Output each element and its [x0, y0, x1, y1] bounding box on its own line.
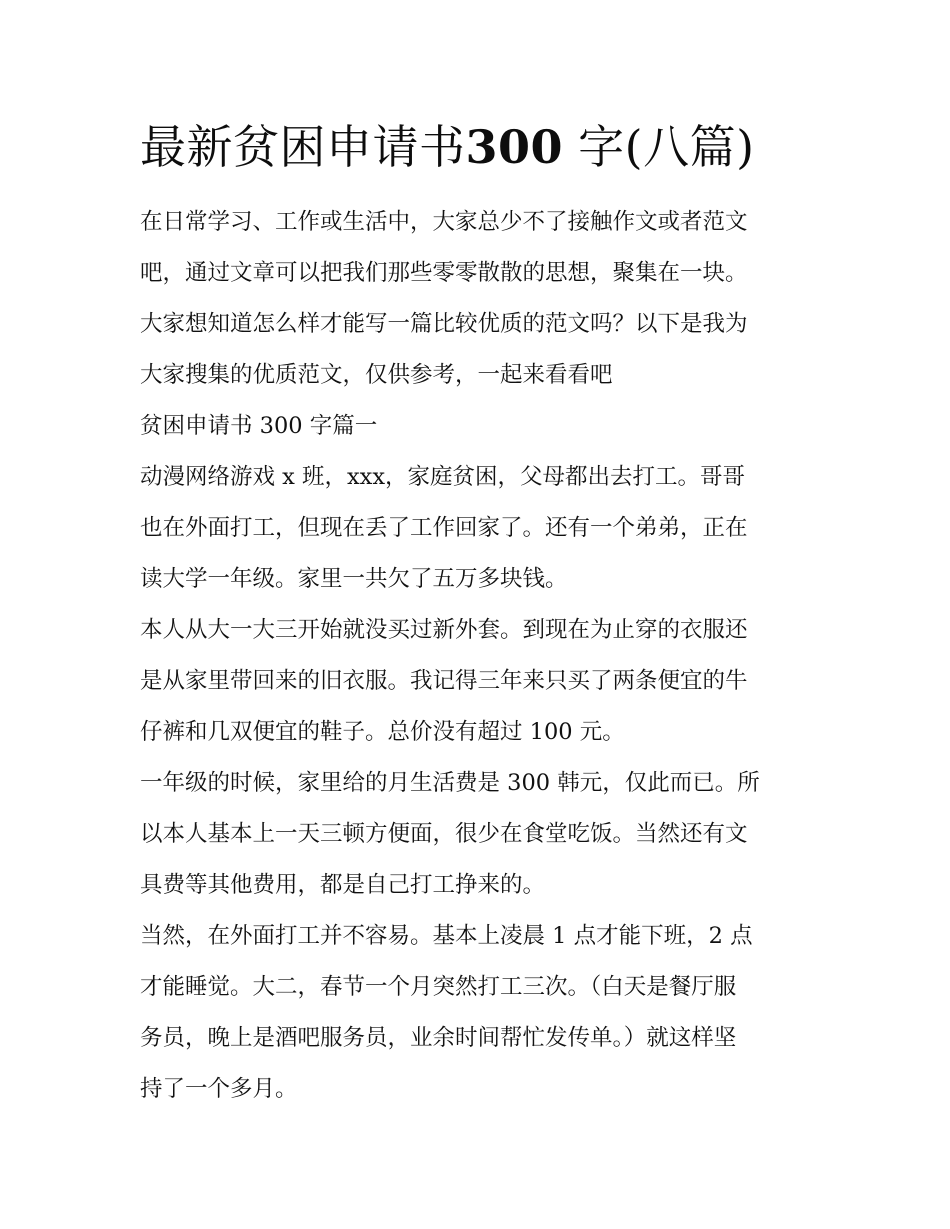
title-text-part3: 字(八篇)	[563, 120, 755, 174]
text-line-18: 持了一个多月。	[140, 1076, 298, 1102]
text-line-17: 务员，晚上是酒吧服务员，业余时间帮忙发传单。）就这样坚	[140, 1025, 737, 1051]
document-body	[140, 197, 820, 1115]
text-line-4: 大家搜集的优质范文，仅供参考，一起来看看吧	[140, 362, 613, 388]
text-line-1: 在日常学习、工作或生活中，大家总少不了接触作文或者范文	[140, 209, 748, 235]
text-line-12: 一年级的时候，家里给的月生活费是 300 韩元，仅此而已。所	[140, 770, 760, 796]
text-line-9: 本人从大一大三开始就没买过新外套。到现在为止穿的衣服还	[140, 617, 748, 643]
text-line-15: 当然，在外面打工并不容易。基本上凌晨 1 点才能下班，2 点	[140, 923, 753, 949]
text-line-13: 以本人基本上一天三顿方便面，很少在食堂吃饭。当然还有文	[140, 821, 748, 847]
title-text-part1: 最新贫困申请书	[140, 120, 466, 174]
text-line-3: 大家想知道怎么样才能写一篇比较优质的范文吗？以下是我为	[140, 311, 748, 337]
text-line-2: 吧，通过文章可以把我们那些零零散散的思想，聚集在一块。	[140, 260, 748, 286]
text-line-16: 才能睡觉。大二，春节一个月突然打工三次。（白天是餐厅服	[140, 974, 737, 1000]
document-title	[140, 117, 820, 177]
text-line-7: 也在外面打工，但现在丢了工作回家了。还有一个弟弟，正在	[140, 515, 748, 541]
text-line-14: 具费等其他费用，都是自己打工挣来的。	[140, 872, 546, 898]
text-line-11: 仔裤和几双便宜的鞋子。总价没有超过 100 元。	[140, 719, 625, 745]
text-line-10: 是从家里带回来的旧衣服。我记得三年来只买了两条便宜的牛	[140, 668, 748, 694]
title-text-number: 300	[465, 120, 564, 174]
section-heading: 贫困申请书 300 字篇一	[140, 413, 378, 439]
text-line-8: 读大学一年级。家里一共欠了五万多块钱。	[140, 566, 568, 592]
text-line-6: 动漫网络游戏 x 班，xxx，家庭贫困，父母都出去打工。哥哥	[140, 464, 746, 490]
